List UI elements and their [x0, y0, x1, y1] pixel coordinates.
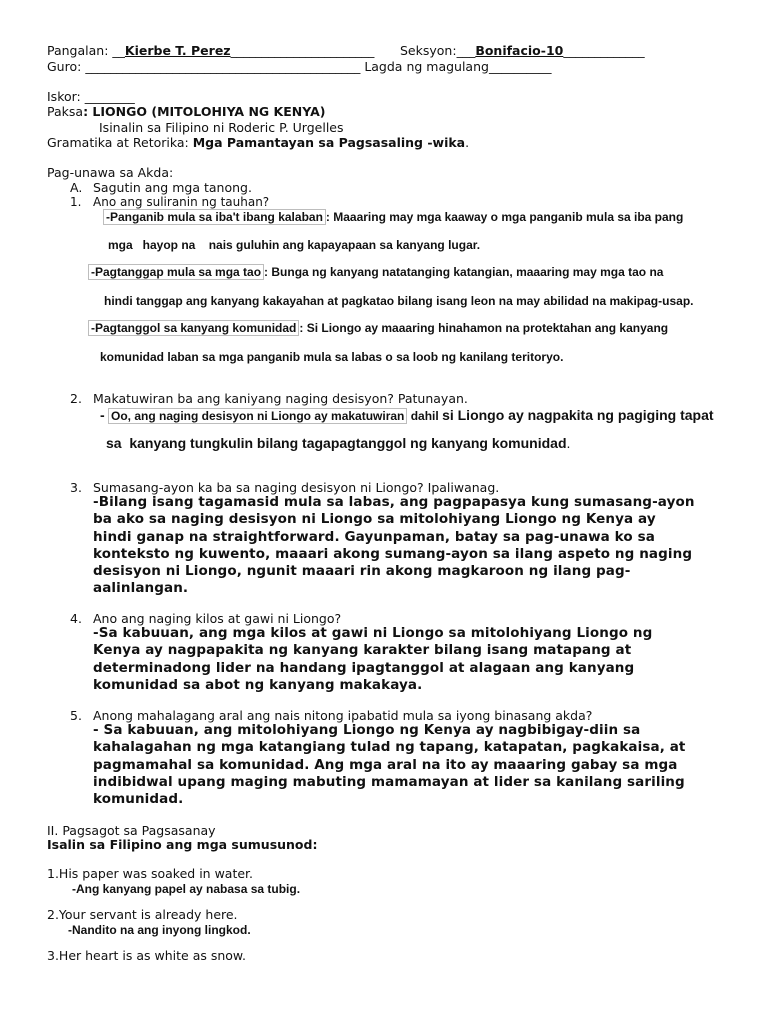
topic-label: Paksa: [47, 104, 84, 119]
q2-dash: -: [100, 407, 105, 423]
translation-answer-1: -Ang kanyang papel ay nabasa sa tubig.: [72, 882, 301, 896]
topic-row: [47, 104, 325, 119]
score-underline: ________: [84, 89, 135, 104]
part2-instruction: Isalin sa Filipino ang mga sumusunod:: [47, 837, 318, 852]
q1-answer-3-text: : Si Liongo ay maaaring hinahamon na protektahan ang kanyang: [299, 321, 669, 335]
translator-line: Isinalin sa Filipino ni Roderic P. Urgelles: [99, 120, 344, 135]
part1-title: Pag-unawa sa Akda:: [47, 165, 174, 180]
q2-answer-boxed: Oo, ang naging desisyon ni Liongo ay makatuwiran: [108, 408, 407, 424]
q2-answer-line2-end: .: [566, 435, 571, 451]
section-row: [400, 43, 645, 58]
q3-answer-line: desisyon ni Liongo, ngunit maaari rin akong magkaroon ng ilang pag-: [93, 563, 631, 580]
q5-number: 5.: [70, 708, 82, 723]
section-label: Seksyon:: [400, 43, 457, 58]
section-a-text: Sagutin ang mga tanong.: [93, 180, 252, 195]
q3-text: Sumasang-ayon ka ba sa naging desisyon ni Liongo? Ipaliwanag.: [93, 480, 500, 495]
q1-answer-2: [88, 265, 663, 280]
q2-answer-big: si Liongo ay nagpakita ng pagiging tapat: [442, 407, 714, 423]
translation-item-2: 2.Your servant is already here.: [47, 907, 238, 922]
q1-answer-2-label: -Pagtanggap mula sa mga tao: [88, 264, 264, 280]
q4-answer-line: komunidad sa abot ng kanyang makakaya.: [93, 676, 423, 693]
grammar-value: Mga Pamantayan sa Pagsasaling -wika: [192, 135, 466, 150]
q5-answer-line: komunidad.: [93, 791, 184, 808]
q4-answer-line: determinadong lider na handang ipagtanggol at alagaan ang kanyang: [93, 659, 635, 676]
student-name: Kierbe T. Perez: [124, 43, 231, 58]
q4-answer-line: Kenya ay nagpapakita ng kanyang karakter bilang isang matapang at: [93, 642, 632, 659]
q2-number: 2.: [70, 391, 82, 406]
q2-text: Makatuwiran ba ang kaniyang naging desisyon? Patunayan.: [93, 391, 468, 406]
translation-answer-2: -Nandito na ang inyong lingkod.: [68, 923, 251, 937]
q1-answer-1-line2: mga hayop na nais guluhin ang kapayapaan sa kanyang lugar.: [108, 238, 481, 252]
grammar-label: Gramatika at Retorika:: [47, 135, 189, 150]
q4-answer: [93, 625, 652, 694]
score-row: [47, 89, 135, 104]
part2-title: II. Pagsagot sa Pagsasanay: [47, 823, 216, 838]
name-label: Pangalan:: [47, 43, 109, 58]
q1-answer-1: [103, 210, 683, 225]
q2-answer-mid: dahil: [407, 409, 443, 423]
parent-signature-label: Lagda ng magulang: [364, 59, 489, 74]
q3-answer-line: konteksto ng kuwento, maaari akong sumang-ayon sa ilang aspeto ng naging: [93, 545, 693, 562]
q5-answer: [93, 722, 686, 808]
name-pre: __: [112, 43, 125, 58]
q5-text: Anong mahalagang aral ang nais nitong ipabatid mula sa iyong binasang akda?: [93, 708, 593, 723]
q1-answer-2-text: : Bunga ng kanyang natatanging katangian, maaaring may mga tao na: [264, 265, 664, 279]
q4-text: Ano ang naging kilos at gawi ni Liongo?: [93, 611, 342, 626]
q3-answer-line: hindi ganap na straightforward. Gayunpaman, batay sa pag-unawa ko sa: [93, 528, 655, 545]
q2-answer-line2-text: sa kanyang tungkulin bilang tagapagtanggol ng kanyang komunidad: [106, 435, 567, 451]
teacher-row: [47, 59, 551, 74]
q1-number: 1.: [70, 195, 82, 209]
grammar-row: [47, 135, 469, 150]
section-underline: _____________: [563, 43, 645, 58]
q5-answer-line: kahalagahan ng mga katangiang tulad ng tapang, katapatan, pagkakaisa, at: [93, 739, 686, 756]
teacher-label: Guro:: [47, 59, 82, 74]
grammar-end: .: [465, 135, 470, 150]
translation-item-3: 3.Her heart is as white as snow.: [47, 948, 246, 963]
q3-answer: [93, 494, 695, 598]
q4-number: 4.: [70, 611, 82, 626]
q2-answer-line1: [100, 408, 714, 424]
translation-item-1: 1.His paper was soaked in water.: [47, 866, 254, 881]
name-underline: _______________________: [230, 43, 375, 58]
section-a-letter: A.: [70, 180, 83, 195]
q3-answer-line: ba ako sa naging desisyon ni Liongo sa mitolohiyang Liongo ng Kenya ay: [93, 511, 656, 528]
q1-answer-3-label: -Pagtanggol sa kanyang komunidad: [88, 320, 299, 336]
q1-answer-2-line2: hindi tanggap ang kanyang kakayahan at pagkatao bilang isang leon na may abilidad na makipag-usap.: [104, 294, 694, 308]
name-row: [47, 43, 374, 58]
q4-answer-line: -Sa kabuuan, ang mga kilos at gawi ni Liongo sa mitolohiyang Liongo ng: [93, 625, 653, 641]
topic-value: : LIONGO (MITOLOHIYA NG KENYA): [83, 104, 326, 119]
q5-answer-line: pagmamahal sa komunidad. Ang mga aral na ito ay maaaring gabay sa mga: [93, 756, 678, 773]
q1-answer-3-line2: komunidad laban sa mga panganib mula sa labas o sa loob ng kanilang teritoryo.: [100, 350, 564, 364]
q1-answer-3: [88, 321, 668, 336]
q5-answer-line: indibidwal upang maging mabuting mamamayan at lider sa kanilang sariling: [93, 773, 685, 790]
q3-answer-line: -Bilang isang tagamasid mula sa labas, ang pagpapasya kung sumasang-ayon: [93, 494, 695, 510]
q1-answer-1-text: : Maaaring may mga kaaway o mga panganib mula sa iba pang: [325, 210, 684, 224]
section-pre: ___: [456, 43, 476, 58]
q1-answer-1-label: -Panganib mula sa iba't ibang kalaban: [103, 209, 326, 225]
score-label: Iskor:: [47, 89, 81, 104]
q2-answer-line2: [106, 436, 570, 451]
q1-text: Ano ang suliranin ng tauhan?: [93, 195, 270, 209]
q5-answer-line: - Sa kabuuan, ang mitolohiyang Liongo ng Kenya ay nagbibigay-diin sa: [93, 722, 641, 738]
teacher-underline: ____________________________________________: [85, 59, 361, 74]
parent-signature-underline: __________: [488, 59, 552, 74]
q3-answer-line: aalinlangan.: [93, 580, 189, 597]
q3-number: 3.: [70, 480, 82, 495]
section-value: Bonifacio-10: [475, 43, 564, 58]
